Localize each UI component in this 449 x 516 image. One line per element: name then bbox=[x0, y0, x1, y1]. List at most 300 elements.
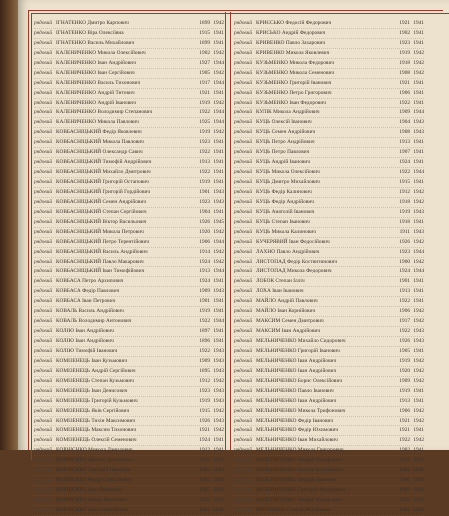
list-item bbox=[234, 277, 424, 287]
birth-year: 1920 bbox=[199, 228, 210, 235]
list-item bbox=[34, 426, 224, 436]
rank-label: рядовий bbox=[234, 218, 252, 225]
birth-year: 1923 bbox=[399, 39, 410, 46]
death-year: 1944 bbox=[213, 109, 224, 116]
person-name: КОВБАСНІЦЬКИЙ Петро Терентійович bbox=[56, 238, 150, 245]
list-item bbox=[234, 29, 424, 39]
person-name: КОМІЗЕНЕЦЬ Тихін Максимович bbox=[56, 417, 136, 424]
death-year: 1943 bbox=[413, 457, 424, 464]
person-name: МЕЛЬНИЧЕНКО Андрій Федорович bbox=[256, 497, 342, 503]
death-year: 1942 bbox=[413, 407, 424, 414]
person-name: КОРНІЄНКО Павло Яремович bbox=[56, 497, 127, 503]
rank-label: рядовий bbox=[234, 387, 252, 394]
death-year: 1943 bbox=[413, 208, 424, 215]
person-name: КУЦЬ Федір Калинович bbox=[256, 188, 312, 195]
list-item bbox=[34, 29, 224, 39]
death-year: 1942 bbox=[213, 407, 224, 414]
rank-label: рядовий bbox=[34, 407, 52, 414]
list-item bbox=[234, 258, 424, 268]
birth-year: 1913 bbox=[399, 397, 410, 404]
death-year: 1941 bbox=[213, 149, 224, 156]
birth-year: 1926 bbox=[199, 218, 210, 225]
list-item bbox=[234, 496, 424, 506]
rank-label: рядовий bbox=[234, 288, 252, 295]
birth-year: 1921 bbox=[399, 417, 410, 424]
birth-year: 1911 bbox=[399, 228, 410, 235]
person-name: КУЦЬ Федір Андрійович bbox=[256, 198, 314, 205]
death-year: 1941 bbox=[413, 149, 424, 156]
death-year: 1942 bbox=[413, 506, 424, 513]
death-year: 1942 bbox=[213, 377, 224, 384]
rank-label: рядовий bbox=[234, 198, 252, 205]
birth-year: 1919 bbox=[199, 308, 210, 315]
death-year: 1941 bbox=[213, 328, 224, 335]
birth-year: 1900 bbox=[399, 258, 410, 265]
death-year: 1941 bbox=[413, 397, 424, 404]
rank-label: рядовий bbox=[34, 397, 52, 404]
list-item bbox=[234, 327, 424, 337]
birth-year: 1915 bbox=[399, 179, 410, 185]
person-name: МАЙЛО Андрій Павлович bbox=[256, 298, 318, 305]
list-item bbox=[234, 377, 424, 387]
death-year: 1942 bbox=[213, 99, 224, 106]
list-item bbox=[234, 407, 424, 417]
death-year: 1941 bbox=[413, 487, 424, 494]
death-year: 1941 bbox=[413, 218, 424, 225]
list-item bbox=[234, 446, 424, 456]
death-year: 1943 bbox=[413, 129, 424, 136]
list-item bbox=[34, 248, 224, 258]
rank-label: рядовий bbox=[34, 20, 52, 26]
death-year: 1944 bbox=[213, 318, 224, 325]
death-year: 1942 bbox=[413, 377, 424, 384]
rank-label: рядовий bbox=[234, 20, 252, 26]
person-name: КОРНІЄНКО Микола Данилович bbox=[56, 447, 133, 454]
list-item bbox=[34, 466, 224, 476]
person-name: КУЦЬ Андрій Іванович bbox=[256, 159, 311, 166]
birth-year: 1913 bbox=[399, 497, 410, 503]
list-item bbox=[34, 446, 224, 456]
list-item bbox=[234, 297, 424, 307]
rank-label: рядовий bbox=[234, 318, 252, 325]
death-year: 1941 bbox=[213, 159, 224, 166]
rank-label: рядовий bbox=[34, 69, 52, 76]
death-year: 1942 bbox=[213, 69, 224, 76]
list-item bbox=[34, 397, 224, 407]
death-year: 1941 bbox=[413, 159, 424, 166]
death-year: 1941 bbox=[413, 89, 424, 96]
list-item bbox=[34, 367, 224, 377]
person-name: КОВБАСНІЦЬКИЙ Микола Петрович bbox=[56, 228, 144, 235]
person-name: МЕЛЬНИЧЕНКО Микола Трифонович bbox=[256, 407, 346, 414]
birth-year: 1902 bbox=[399, 29, 410, 36]
rank-label: рядовий bbox=[34, 417, 52, 424]
death-year: 1944 bbox=[213, 59, 224, 66]
person-name: КОВБАСА Петро Архипович bbox=[56, 278, 124, 285]
person-name: КОМІЗЕНЕЦЬ Андрій Сергійович bbox=[56, 367, 136, 374]
death-year: 1943 bbox=[413, 477, 424, 484]
birth-year: 1906 bbox=[399, 308, 410, 315]
person-name: КОМІЗЕНЕЦЬ Іван Денисович bbox=[56, 387, 128, 394]
death-year: 1943 bbox=[213, 198, 224, 205]
person-name: КОЛІЮ Іван Андрійович bbox=[56, 328, 114, 335]
person-name: КУЦЬ Анатолій Іванович bbox=[256, 208, 315, 215]
birth-year: 1913 bbox=[399, 288, 410, 295]
person-name: КУЗЬМЕНКО Микола Семенович bbox=[256, 69, 335, 76]
rank-label: рядовий bbox=[34, 387, 52, 394]
birth-year: 1923 bbox=[399, 248, 410, 255]
list-item bbox=[234, 287, 424, 297]
list-item bbox=[234, 248, 424, 258]
birth-year: 1909 bbox=[199, 288, 210, 295]
person-name: КОВБАСНІЦЬКИЙ Семен Андрійович bbox=[56, 198, 147, 205]
list-item bbox=[234, 307, 424, 317]
person-name: КУЦЬ Петро Андрійович bbox=[256, 139, 315, 146]
rank-label: рядовий bbox=[34, 248, 52, 255]
list-item bbox=[234, 436, 424, 446]
rank-label: рядовий bbox=[34, 79, 52, 86]
list-item bbox=[234, 238, 424, 248]
death-year: 1942 bbox=[413, 417, 424, 424]
person-name: КОВБАСНІЦЬКИЙ Тимофій Андрійович bbox=[56, 159, 152, 166]
death-year: 1941 bbox=[413, 278, 424, 285]
birth-year: 1913 bbox=[199, 268, 210, 275]
rank-label: рядовий bbox=[234, 258, 252, 265]
rank-label: рядовий bbox=[34, 328, 52, 335]
person-name: ІГНАТЕНКО Віра Олексіївна bbox=[56, 29, 124, 36]
person-name: КУЦЬ Дмитро Михайлович bbox=[256, 179, 320, 185]
death-year: 1942 bbox=[413, 258, 424, 265]
person-name: КАЛЕНИЧЕНКО Іван Сергійович bbox=[56, 69, 135, 76]
birth-year: 1905 bbox=[199, 69, 210, 76]
rank-label: рядовий bbox=[34, 228, 52, 235]
death-year: 1942 bbox=[413, 308, 424, 315]
death-year: 1943 bbox=[413, 338, 424, 344]
person-name: МАКСИМ Іван Андрійович bbox=[256, 328, 321, 335]
person-name: КРИЄСЬКО Федосій Федорович bbox=[256, 20, 332, 26]
rank-label: рядовий bbox=[234, 447, 252, 454]
rank-label: рядовий bbox=[34, 457, 52, 464]
person-name: КОВБАСА Федір Павлович bbox=[56, 288, 120, 295]
list-item bbox=[234, 89, 424, 99]
death-year: 1942 bbox=[413, 69, 424, 76]
rank-label: рядовий bbox=[34, 119, 52, 126]
rank-label: рядовий bbox=[234, 179, 252, 185]
death-year: 1941 bbox=[213, 437, 224, 444]
rank-label: рядовий bbox=[34, 437, 52, 444]
rank-label: рядовий bbox=[234, 109, 252, 116]
rank-label: рядовий bbox=[234, 159, 252, 166]
rank-label: рядовий bbox=[34, 506, 52, 513]
birth-year: 1907 bbox=[399, 149, 410, 156]
rank-label: рядовий bbox=[234, 169, 252, 176]
person-name: ЛОБОК Степан Ілліч bbox=[256, 278, 305, 285]
person-name: КРИВЕНКО Микола Яковлевич bbox=[256, 49, 330, 56]
rank-label: рядовий bbox=[234, 149, 252, 156]
birth-year: 1924 bbox=[199, 437, 210, 444]
person-name: КОМІЗЕНЕЦЬ Яків Сергійович bbox=[56, 407, 130, 414]
rank-label: рядовий bbox=[34, 298, 52, 305]
person-name: КОВБАСНІЦЬКИЙ Михайло Дмитрович bbox=[56, 169, 151, 176]
rank-label: рядовий bbox=[34, 59, 52, 66]
person-name: КОЛІЮ Іван Андрійович bbox=[56, 338, 114, 344]
rank-label: рядовий bbox=[34, 198, 52, 205]
person-name: КОРНІЄНКО Григорій Іванович bbox=[56, 467, 131, 474]
birth-year: 1902 bbox=[399, 447, 410, 454]
birth-year: 1919 bbox=[199, 179, 210, 185]
birth-year: 1921 bbox=[199, 89, 210, 96]
death-year: 1942 bbox=[213, 20, 224, 26]
death-year: 1944 bbox=[413, 268, 424, 275]
right-column bbox=[234, 19, 424, 516]
death-year: 1944 bbox=[413, 248, 424, 255]
person-name: МЕЛЬНИЧЕНКО Андрій Іванович bbox=[256, 477, 337, 484]
list-item bbox=[234, 337, 424, 347]
birth-year: 1921 bbox=[399, 20, 410, 26]
person-name: ЛАХНО Павло Андрійович bbox=[256, 248, 320, 255]
birth-year: 1906 bbox=[399, 477, 410, 484]
rank-label: рядовий bbox=[34, 347, 52, 354]
rank-label: рядовий bbox=[234, 268, 252, 275]
rank-label: рядовий bbox=[234, 248, 252, 255]
rank-label: рядовий bbox=[234, 407, 252, 414]
birth-year: 1912 bbox=[199, 377, 210, 384]
birth-year: 1918 bbox=[399, 218, 410, 225]
rank-label: рядовий bbox=[234, 119, 252, 126]
list-item bbox=[234, 59, 424, 69]
birth-year: 1919 bbox=[399, 357, 410, 364]
rank-label: рядовий bbox=[234, 59, 252, 66]
list-item bbox=[234, 118, 424, 128]
death-year: 1944 bbox=[213, 467, 224, 474]
death-year: 1942 bbox=[413, 198, 424, 205]
person-name: ІГНАТЕНКО Василь Михайлович bbox=[56, 39, 135, 46]
list-item bbox=[234, 466, 424, 476]
list-item bbox=[34, 99, 224, 109]
rank-label: рядовий bbox=[34, 288, 52, 295]
list-item bbox=[34, 188, 224, 198]
death-year: 1941 bbox=[213, 169, 224, 176]
birth-year: 1922 bbox=[399, 437, 410, 444]
person-name: КОРНІЄНКО Іван Олексійович bbox=[56, 506, 129, 513]
list-item bbox=[34, 347, 224, 357]
rank-label: рядовий bbox=[34, 179, 52, 185]
list-item bbox=[234, 188, 424, 198]
person-name: КУЗЬМЕНКО Григорій Іванович bbox=[256, 79, 332, 86]
rank-label: рядовий bbox=[34, 467, 52, 474]
birth-year: 1912 bbox=[199, 497, 210, 503]
list-item bbox=[234, 128, 424, 138]
rank-label: рядовий bbox=[34, 357, 52, 364]
list-item bbox=[234, 506, 424, 516]
birth-year: 1923 bbox=[199, 139, 210, 146]
list-item bbox=[34, 59, 224, 69]
birth-year: 1899 bbox=[199, 39, 210, 46]
birth-year: 1915 bbox=[199, 29, 210, 36]
person-name: МАЙЛО Іван Корнійович bbox=[256, 308, 316, 315]
person-name: КОРНІЄНКО Іван Яремович bbox=[56, 487, 123, 494]
list-item bbox=[234, 108, 424, 118]
death-year: 1942 bbox=[413, 238, 424, 245]
person-name: КОВБАСНІЦЬКИЙ Василь Андрійович bbox=[56, 248, 148, 255]
list-item bbox=[34, 337, 224, 347]
list-item bbox=[34, 417, 224, 427]
birth-year: 1925 bbox=[199, 467, 210, 474]
person-name: КУЛІК Микола Андрійович bbox=[256, 109, 320, 116]
list-item bbox=[34, 108, 224, 118]
birth-year: 1922 bbox=[199, 318, 210, 325]
list-item bbox=[34, 228, 224, 238]
rank-label: рядовий bbox=[34, 427, 52, 434]
birth-year: 1926 bbox=[399, 238, 410, 245]
rank-label: рядовий bbox=[234, 89, 252, 96]
person-name: МЕЛЬНИЧЕНКО Михайло Сидорович bbox=[256, 338, 346, 344]
death-year: 1944 bbox=[213, 79, 224, 86]
list-item bbox=[234, 178, 424, 188]
birth-year: 1917 bbox=[399, 318, 410, 325]
list-item bbox=[34, 39, 224, 49]
rank-label: рядовий bbox=[234, 129, 252, 136]
death-year: 1943 bbox=[413, 119, 424, 126]
list-item bbox=[34, 168, 224, 178]
person-name: МЕЛЬНИЧЕНКО Григорій Федорович bbox=[256, 487, 345, 494]
birth-year: 1922 bbox=[199, 347, 210, 354]
birth-year: 1922 bbox=[199, 149, 210, 156]
list-item bbox=[234, 168, 424, 178]
birth-year: 1914 bbox=[199, 248, 210, 255]
birth-year: 1906 bbox=[399, 89, 410, 96]
person-name: КОМІЗЕНЕЦЬ Іван Кузьмович bbox=[56, 357, 128, 364]
rank-label: рядовий bbox=[234, 29, 252, 36]
death-year: 1944 bbox=[213, 268, 224, 275]
rank-label: рядовий bbox=[234, 99, 252, 106]
list-item bbox=[234, 138, 424, 148]
death-year: 1941 bbox=[213, 139, 224, 146]
birth-year: 1926 bbox=[399, 467, 410, 474]
rank-label: рядовий bbox=[34, 367, 52, 374]
person-name: КОВБАСНІЦЬКИЙ Олександр Савич bbox=[56, 149, 143, 156]
rank-label: рядовий bbox=[234, 49, 252, 56]
list-item bbox=[34, 258, 224, 268]
birth-year: 1901 bbox=[199, 298, 210, 305]
person-name: КУЗЬМЕНКО Микола Федорович bbox=[256, 59, 335, 66]
list-item bbox=[34, 297, 224, 307]
person-name: КОМІЗЕНЕЦЬ Степан Кузьмович bbox=[56, 377, 134, 384]
birth-year: 1919 bbox=[199, 99, 210, 106]
birth-year: 1919 bbox=[399, 387, 410, 394]
column-divider bbox=[225, 12, 231, 450]
list-item bbox=[34, 178, 224, 188]
rank-label: рядовий bbox=[234, 308, 252, 315]
death-year: 1941 bbox=[413, 99, 424, 106]
birth-year: 1912 bbox=[199, 447, 210, 454]
person-name: КОВБАСА Іван Петрович bbox=[56, 298, 116, 305]
death-year: 1944 bbox=[413, 169, 424, 176]
person-name: КУЦЬ Петро Павлович bbox=[256, 149, 310, 156]
birth-year: 1896 bbox=[199, 338, 210, 344]
person-name: ЛИСТОПАД Микола Федорович bbox=[256, 268, 332, 275]
rank-label: рядовий bbox=[234, 238, 252, 245]
book-spine bbox=[0, 0, 18, 450]
list-item bbox=[34, 138, 224, 148]
list-item bbox=[34, 148, 224, 158]
death-year: 1941 bbox=[413, 447, 424, 454]
list-item bbox=[234, 228, 424, 238]
person-name: МЕЛЬНИЧЕНКО Григорій Іванович bbox=[256, 347, 340, 354]
death-year: 1943 bbox=[213, 288, 224, 295]
person-name: КОВАЛЬ Василь Андрійович bbox=[56, 308, 124, 315]
death-year: 1942 bbox=[213, 477, 224, 484]
birth-year: 1904 bbox=[399, 119, 410, 126]
list-item bbox=[234, 456, 424, 466]
birth-year: 1926 bbox=[199, 417, 210, 424]
person-name: КОВАЛЬ Володимир Антонович bbox=[56, 318, 132, 325]
person-name: КРИВЕНКО Павло Захарович bbox=[256, 39, 326, 46]
rank-label: рядовий bbox=[34, 338, 52, 344]
list-item bbox=[234, 417, 424, 427]
list-item bbox=[34, 198, 224, 208]
rank-label: рядовий bbox=[34, 109, 52, 116]
list-item bbox=[34, 307, 224, 317]
person-name: КАЛЕНИЧЕНКО Володимир Степанович bbox=[56, 109, 153, 116]
rank-label: рядовий bbox=[234, 457, 252, 464]
list-item bbox=[234, 347, 424, 357]
left-column bbox=[34, 19, 224, 516]
birth-year: 1924 bbox=[199, 278, 210, 285]
death-year: 1942 bbox=[413, 188, 424, 195]
list-item bbox=[234, 267, 424, 277]
list-item bbox=[34, 118, 224, 128]
list-item bbox=[34, 49, 224, 59]
person-name: КОМІЗЕНЕЦЬ Максим Тихонович bbox=[56, 427, 137, 434]
rank-label: рядовий bbox=[34, 139, 52, 146]
birth-year: 1919 bbox=[399, 49, 410, 56]
rank-label: рядовий bbox=[234, 228, 252, 235]
birth-year: 1927 bbox=[199, 59, 210, 66]
list-item bbox=[234, 486, 424, 496]
rank-label: рядовий bbox=[34, 169, 52, 176]
birth-year: 1924 bbox=[399, 159, 410, 166]
birth-year: 1919 bbox=[199, 397, 210, 404]
list-item bbox=[34, 208, 224, 218]
death-year: 1941 bbox=[413, 467, 424, 474]
person-name: ЛОХА Іван Іванович bbox=[256, 288, 304, 295]
rank-label: рядовий bbox=[234, 497, 252, 503]
person-name: МЕЛЬНИЧЕНКО Федір Юхимович bbox=[256, 427, 339, 434]
death-year: 1942 bbox=[413, 437, 424, 444]
birth-year: 1924 bbox=[199, 258, 210, 265]
list-item bbox=[34, 267, 224, 277]
death-year: 1943 bbox=[213, 357, 224, 364]
person-name: МЕЛЬНИЧЕНКО Борис Олексійович bbox=[256, 377, 343, 384]
birth-year: 1908 bbox=[399, 129, 410, 136]
rank-label: рядовий bbox=[34, 308, 52, 315]
person-name: КОВБАСНІЦЬКИЙ Степан Сергійович bbox=[56, 208, 147, 215]
rank-label: рядовий bbox=[234, 208, 252, 215]
birth-year: 1920 bbox=[399, 367, 410, 374]
death-year: 1943 bbox=[213, 397, 224, 404]
death-year: 1941 bbox=[413, 298, 424, 305]
birth-year: 1926 bbox=[399, 338, 410, 344]
death-year: 1942 bbox=[413, 59, 424, 66]
death-year: 1942 bbox=[213, 129, 224, 136]
death-year: 1944 bbox=[213, 119, 224, 126]
birth-year: 1905 bbox=[199, 487, 210, 494]
birth-year: 1906 bbox=[399, 506, 410, 513]
list-item bbox=[34, 407, 224, 417]
person-name: КУЗЬМЕНКО Петро Григорович bbox=[256, 89, 332, 96]
death-year: 1943 bbox=[413, 228, 424, 235]
